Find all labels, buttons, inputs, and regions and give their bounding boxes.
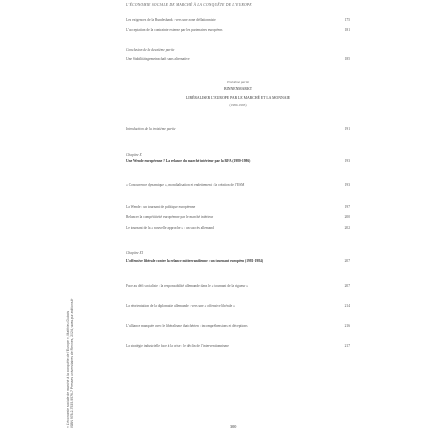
- chapter-title: Une Wende européenne ? La relance du marché intérieur par la RFA (1980-1986) 193: [126, 159, 350, 163]
- page-number: 300: [230, 424, 237, 429]
- running-head: L’ÉCONOMIE SOCIALE DE MARCHÉ À LA CONQUÊTE DE L’EUROPE: [126, 3, 252, 7]
- chapter-label: Chapitre X: [126, 153, 142, 157]
- toc-entry: Les exigences de la Bundesbank : vers une zone déflationniste 175: [126, 18, 350, 22]
- toc-entry: Le tournant de la « nouvelle approche » : un succès allemand 202: [126, 226, 350, 230]
- part-name: BINNENMARKT: [223, 87, 253, 91]
- toc-entry: L’alliance manquée avec le libéralisme thatchérien : incompréhensions et déceptions 216: [126, 324, 350, 328]
- toc-entry: « Concurrence dynamique », mondialisation et endettement : la création de l’ESM 193: [126, 183, 350, 187]
- part-years: (1980-1993): [229, 103, 247, 107]
- part-label: Troisième partie: [226, 80, 250, 84]
- part-title: LIBÉRALISER L’EUROPE PAR LE MARCHÉ ET LA MONNAIE: [185, 96, 291, 100]
- toc-entry: Face au défi socialiste : la responsabilité allemande dans le « tournant de la rigueur » 207: [126, 284, 350, 288]
- conclusion-heading: Conclusion de la deuxième partie: [126, 48, 175, 52]
- toc-entry: La Wende : un tournant de politique européenne 197: [126, 205, 350, 209]
- toc-entry: Relancer la compétitivité européenne par le marché intérieur 200: [126, 215, 350, 219]
- chapter-label: Chapitre XI: [126, 251, 143, 255]
- copyright-margin-note: « L’économie sociale de marché à la conquête de l’Europe », Matthieu Dubois ISBN 978-2-7535-9576-7 Presses universitaires de Rennes, 2024, www.pur-editions.fr: [66, 298, 75, 428]
- chapter-title: L’offensive libérale contre la relance mitterrandienne : un tournant européen (1981-1984) 207: [126, 259, 350, 263]
- toc-entry: L’acceptation de la contrainte externe par les partenaires européens 181: [126, 28, 350, 32]
- toc-entry: Une Stabilitätsgemeinschaft sans alternative 185: [126, 57, 350, 61]
- toc-entry: Introduction de la troisième partie 191: [126, 127, 350, 131]
- toc-entry: La stratégie industrielle face à la crise : le déclin de l’interventionnisme 217: [126, 344, 350, 348]
- toc-entry: La réorientation de la diplomatie allemande : vers une « offensive libérale » 214: [126, 304, 350, 308]
